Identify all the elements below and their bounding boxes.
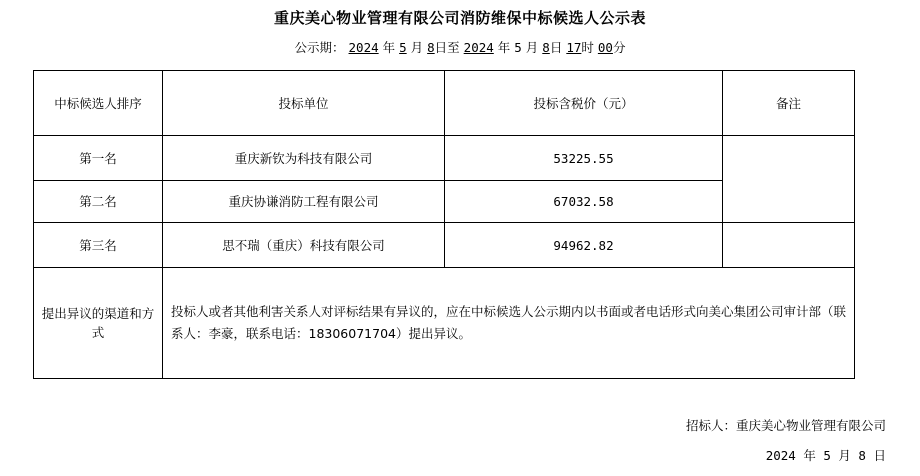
- objection-text: 投标人或者其他利害关系人对评标结果有异议的，应在中标候选人公示期内以书面或者电话形式向美心集团公司审计部（联系人：李豪，联系电话：18306071704）提出异议。: [163, 268, 855, 379]
- period-end-day: 8: [542, 40, 550, 55]
- row-rank: 第三名: [34, 223, 163, 268]
- period-year-word: 年: [382, 40, 396, 55]
- header-rank: 中标候选人排序: [34, 71, 163, 136]
- period-day-to: 日至: [434, 40, 460, 55]
- period-minute-word: 分: [612, 40, 626, 55]
- period-end-month: 5: [514, 40, 522, 55]
- publicity-period: [0, 38, 920, 56]
- period-month-word-2: 月: [525, 40, 539, 55]
- row-rank: 第一名: [34, 136, 163, 181]
- period-year-word-2: 年: [497, 40, 511, 55]
- row-price: 53225.55: [445, 136, 723, 181]
- table-header-row: [34, 71, 855, 136]
- row-company: 重庆新钦为科技有限公司: [163, 136, 445, 181]
- table-row: [34, 136, 855, 181]
- period-start-year: 2024: [348, 40, 379, 55]
- objection-row: [34, 268, 855, 379]
- header-remarks: 备注: [723, 71, 855, 136]
- period-start-month: 5: [399, 40, 407, 55]
- page-title: 重庆美心物业管理有限公司消防维保中标候选人公示表: [273, 9, 646, 27]
- period-prefix: 公示期：: [294, 40, 345, 55]
- objection-label: 提出异议的渠道和方式: [34, 268, 163, 379]
- row-rank: 第二名: [34, 181, 163, 223]
- row-price: 67032.58: [445, 181, 723, 223]
- period-minute: 00: [597, 40, 613, 55]
- remarks-cell: [723, 223, 855, 268]
- candidates-table: [33, 70, 855, 379]
- table-row: [34, 223, 855, 268]
- row-company: 思不瑞（重庆）科技有限公司: [163, 223, 445, 268]
- period-hour-word: 时: [581, 40, 594, 55]
- row-price: 94962.82: [445, 223, 723, 268]
- period-start-day: 8: [427, 40, 435, 55]
- row-company: 重庆协谦消防工程有限公司: [163, 181, 445, 223]
- period-month-word: 月: [410, 40, 424, 55]
- remarks-cell: [723, 136, 855, 223]
- header-price: 投标含税价（元）: [445, 71, 723, 136]
- period-end-year: 2024: [463, 40, 494, 55]
- tenderer-signature: 招标人：重庆美心物业管理有限公司: [685, 418, 886, 433]
- period-day-word: 日: [549, 40, 563, 55]
- header-company: 投标单位: [163, 71, 445, 136]
- sign-date: 2024 年 5 月 8 日: [765, 448, 886, 463]
- period-hour: 17: [566, 40, 582, 55]
